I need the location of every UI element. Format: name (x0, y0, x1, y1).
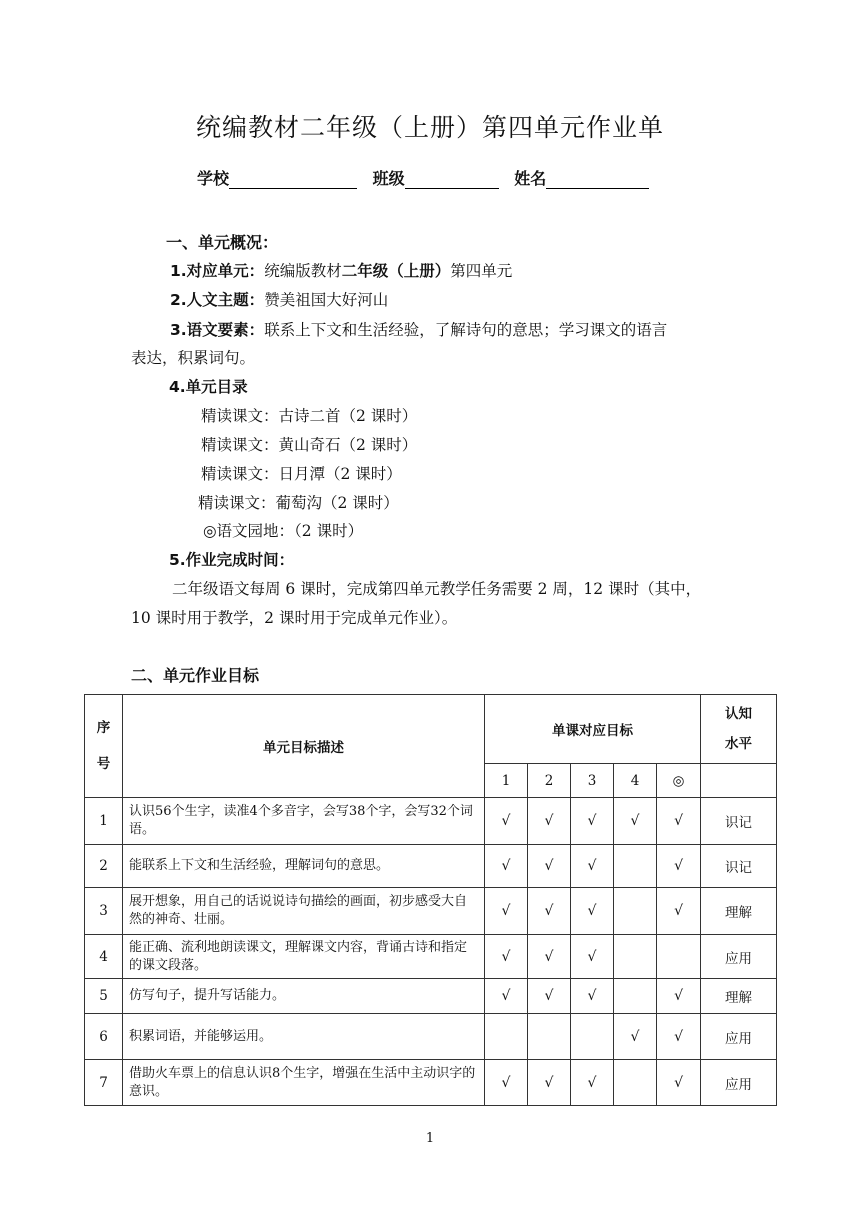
header-index: 序 号 (85, 695, 123, 798)
row-description: 借助火车票上的信息认识8个生字，增强在生活中主动识字的意识。 (123, 1060, 485, 1106)
empty-cell (571, 1014, 614, 1060)
table-header-row (85, 695, 777, 764)
table-row (85, 935, 777, 979)
time-text-line2: 10 课时用于教学，2 课时用于完成单元作业）。 (131, 609, 458, 627)
check-mark: √ (614, 1014, 657, 1060)
catalog-entry-1: 精读课文：古诗二首（2 课时） (201, 407, 418, 425)
section2-heading: 二、单元作业目标 (131, 666, 260, 685)
empty-cell (614, 935, 657, 979)
empty-cell (528, 1014, 571, 1060)
table-row (85, 1060, 777, 1106)
row-index: 4 (85, 935, 123, 979)
table-row (85, 979, 777, 1014)
school-blank[interactable] (229, 170, 357, 189)
check-mark: √ (528, 798, 571, 845)
header-description: 单元目标描述 (123, 695, 485, 798)
row-description: 展开想象，用自己的话说说诗句描绘的画面，初步感受大自然的神奇、壮丽。 (123, 888, 485, 935)
catalog-entry-2: 精读课文：黄山奇石（2 课时） (201, 436, 418, 454)
empty-cell (614, 845, 657, 888)
check-mark: √ (485, 888, 528, 935)
catalog-heading: 4.单元目录 (169, 378, 248, 396)
lesson-col-4: 4 (614, 764, 657, 798)
empty-cell (614, 888, 657, 935)
row-index: 3 (85, 888, 123, 935)
row-index: 2 (85, 845, 123, 888)
row-level: 理解 (701, 888, 777, 935)
table-row (85, 888, 777, 935)
row-description: 能正确、流利地朗读课文，理解课文内容，背诵古诗和指定的课文段落。 (123, 935, 485, 979)
row-index: 1 (85, 798, 123, 845)
name-label: 姓名 (514, 169, 547, 188)
check-mark: √ (657, 888, 701, 935)
empty-cell (657, 935, 701, 979)
lesson-col-3: 3 (571, 764, 614, 798)
lesson-col-garden: ◎ (657, 764, 701, 798)
check-mark: √ (571, 845, 614, 888)
check-mark: √ (657, 1014, 701, 1060)
catalog-entry-5: ◎语文园地：（2 课时） (203, 522, 364, 540)
elements-item-continued: 表达，积累词句。 (131, 349, 256, 367)
check-mark: √ (485, 845, 528, 888)
catalog-entry-4: 精读课文：葡萄沟（2 课时） (198, 494, 399, 512)
school-label: 学校 (197, 169, 230, 188)
check-mark: √ (657, 979, 701, 1014)
document-title: 统编教材二年级（上册）第四单元作业单 (195, 113, 664, 142)
class-label: 班级 (372, 169, 405, 188)
student-info-line (197, 166, 659, 189)
check-mark: √ (528, 845, 571, 888)
time-text-line1: 二年级语文每周 6 课时，完成第四单元教学任务需要 2 周，12 课时（其中， (172, 580, 702, 598)
lesson-col-2: 2 (528, 764, 571, 798)
row-level: 应用 (701, 935, 777, 979)
empty-cell (614, 1060, 657, 1106)
check-mark: √ (614, 798, 657, 845)
check-mark: √ (485, 798, 528, 845)
name-blank[interactable] (546, 170, 649, 189)
time-heading: 5.作业完成时间： (169, 551, 295, 569)
header-level: 认知 水平 (701, 695, 777, 764)
header-lessons: 单课对应目标 (485, 695, 701, 764)
check-mark: √ (657, 845, 701, 888)
check-mark: √ (528, 979, 571, 1014)
row-description: 积累词语，并能够运用。 (123, 1014, 485, 1060)
row-level: 应用 (701, 1014, 777, 1060)
row-index: 7 (85, 1060, 123, 1106)
check-mark: √ (528, 935, 571, 979)
theme-item: 2.人文主题：赞美祖国大好河山 (170, 291, 389, 309)
page-number: 1 (425, 1131, 435, 1146)
row-level: 识记 (701, 798, 777, 845)
catalog-entry-3: 精读课文：日月潭（2 课时） (201, 465, 402, 483)
lesson-col-1: 1 (485, 764, 528, 798)
unit-item: 1.对应单元：统编版教材二年级（上册）第四单元 (170, 262, 513, 280)
check-mark: √ (528, 888, 571, 935)
row-description: 仿写句子，提升写话能力。 (123, 979, 485, 1014)
goals-table (84, 694, 777, 1106)
table-row (85, 1014, 777, 1060)
class-blank[interactable] (405, 170, 499, 189)
check-mark: √ (571, 888, 614, 935)
check-mark: √ (528, 1060, 571, 1106)
check-mark: √ (657, 798, 701, 845)
check-mark: √ (571, 979, 614, 1014)
level-subheader-empty (701, 764, 777, 798)
row-level: 应用 (701, 1060, 777, 1106)
row-index: 5 (85, 979, 123, 1014)
row-level: 理解 (701, 979, 777, 1014)
row-description: 认识56个生字，读准4个多音字，会写38个字，会写32个词语。 (123, 798, 485, 845)
check-mark: √ (485, 979, 528, 1014)
row-level: 识记 (701, 845, 777, 888)
row-description: 能联系上下文和生活经验，理解词句的意思。 (123, 845, 485, 888)
check-mark: √ (485, 935, 528, 979)
empty-cell (614, 979, 657, 1014)
check-mark: √ (571, 1060, 614, 1106)
table-row (85, 798, 777, 845)
check-mark: √ (571, 935, 614, 979)
row-index: 6 (85, 1014, 123, 1060)
empty-cell (485, 1014, 528, 1060)
check-mark: √ (571, 798, 614, 845)
section1-heading: 一、单元概况： (166, 233, 279, 252)
table-row (85, 845, 777, 888)
elements-item: 3.语文要素：联系上下文和生活经验，了解诗句的意思；学习课文的语言 (170, 321, 668, 339)
check-mark: √ (657, 1060, 701, 1106)
check-mark: √ (485, 1060, 528, 1106)
